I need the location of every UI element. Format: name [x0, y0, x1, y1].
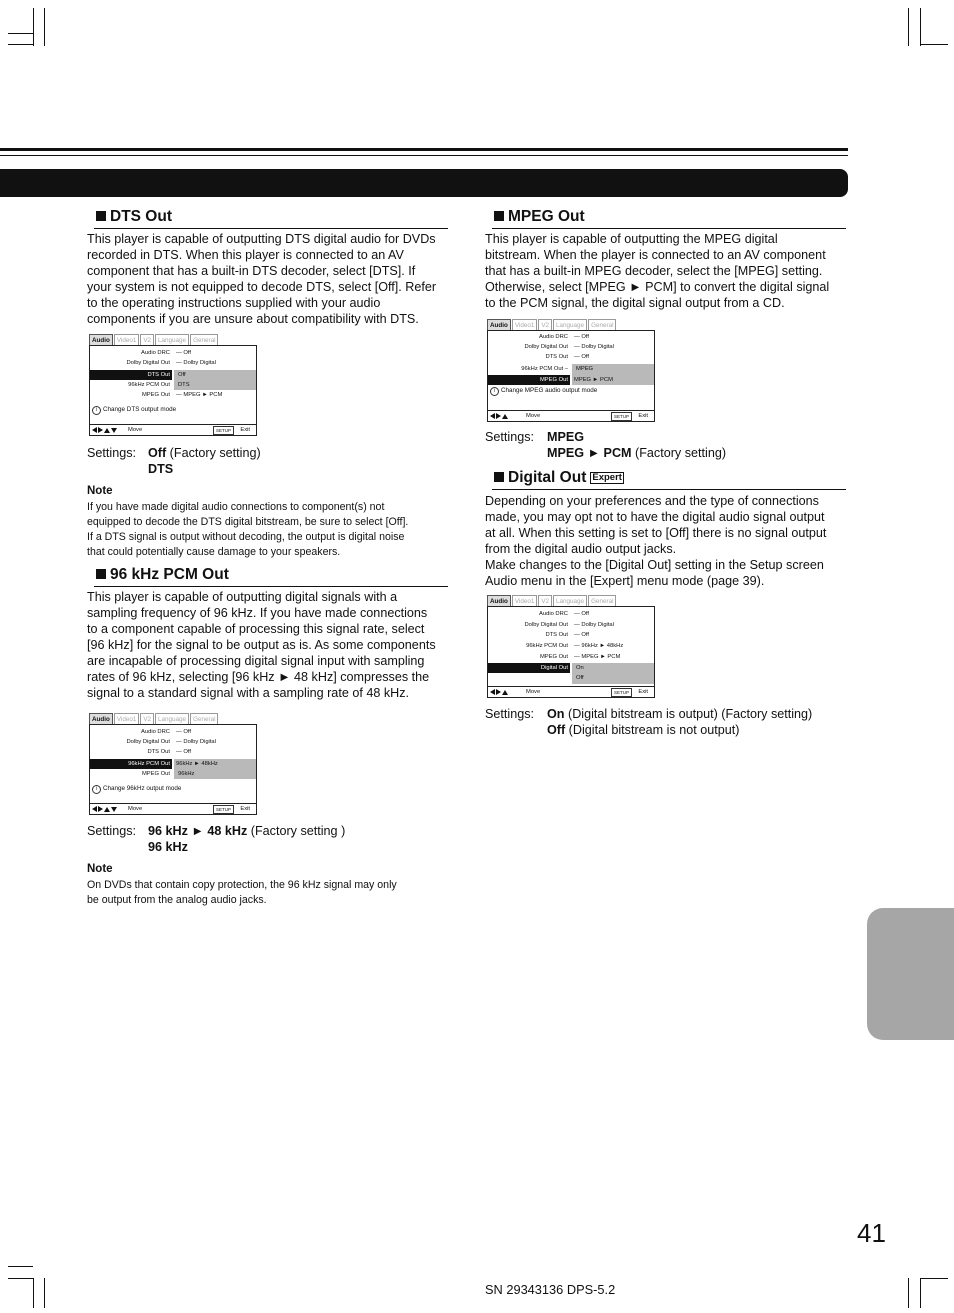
info-icon: i	[92, 406, 101, 415]
crop-mark	[8, 1266, 33, 1267]
osd-tab-general: General	[190, 713, 218, 725]
osd-tab-general: General	[190, 334, 218, 346]
arrow-keys-icon	[490, 689, 509, 699]
osd-tab-video1: Video1	[114, 334, 140, 346]
osd-tab-audio: Audio	[89, 334, 113, 346]
digital-settings: Settings: On (Digital bitstream is output) (Factory setting) Off (Digital bitstream is not output)	[485, 707, 813, 737]
osd-tab-video1: Video1	[512, 319, 538, 331]
header-rule	[0, 148, 848, 151]
osd-row-selected: MPEG Out MPEG ► PCM	[539, 377, 613, 383]
crop-mark	[908, 1278, 909, 1308]
dts-note-heading: Note	[87, 485, 113, 497]
crop-mark	[44, 8, 45, 46]
osd-row-selected: DTS Out Off	[147, 372, 186, 378]
osd-row: Dolby Digital Out — Dolby Digital	[126, 360, 216, 366]
osd-row: Audio DRC — Off	[539, 611, 590, 617]
osd-row: Dolby Digital Out — Dolby Digital	[126, 739, 216, 745]
osd-frame	[89, 345, 257, 436]
dts-note: If you have made digital audio connections to component(s) not equipped to decode the DTS digital bitstream, be sure to select [Off]. If a DTS signal is output without decoding, the output is digital noise that could potentially cause damage to your speakers.	[87, 501, 409, 558]
crop-mark	[33, 8, 34, 46]
setup-key-icon: SETUP	[611, 688, 632, 697]
osd-row: MPEG Out — MPEG ► PCM	[539, 654, 621, 660]
osd-tab-language: Language	[553, 595, 587, 607]
square-bullet-icon	[494, 472, 504, 482]
footer-code: SN 29343136 DPS-5.2	[485, 1282, 616, 1297]
osd-footer: Move SETUP Exit	[488, 410, 654, 421]
khz-note-heading: Note	[87, 863, 113, 875]
expert-badge: Expert	[592, 472, 622, 483]
osd-frame	[487, 330, 655, 422]
osd-hint: i Change MPEG audio output mode	[490, 387, 597, 396]
dts-heading: DTS Out	[94, 208, 448, 229]
osd-row: DTS Out — Off	[545, 632, 590, 638]
mpeg-settings: Settings: MPEG MPEG ► PCM (Factory setting)	[485, 430, 727, 460]
crop-mark	[33, 1278, 34, 1308]
osd-row: 96kHz PCM Out DTS	[128, 382, 190, 388]
khz-heading: 96 kHz PCM Out	[94, 566, 448, 587]
crop-mark	[908, 8, 909, 46]
square-bullet-icon	[96, 211, 106, 221]
osd-row: Dolby Digital Out — Dolby Digital	[524, 344, 614, 350]
side-tab	[867, 908, 954, 1040]
osd-row-selected: 96kHz PCM Out 96kHz ► 48kHz	[128, 761, 218, 767]
info-icon: i	[490, 387, 499, 396]
osd-tab-general: General	[588, 319, 616, 331]
osd-hint: i Change DTS output mode	[92, 406, 176, 415]
osd-row: Off	[576, 675, 584, 681]
osd-tab-language: Language	[553, 319, 587, 331]
arrow-keys-icon	[92, 806, 118, 816]
arrow-keys-icon	[490, 413, 509, 423]
crop-mark	[920, 8, 921, 46]
osd-tab-audio: Audio	[487, 595, 511, 607]
dts-settings: Settings: Off (Factory setting) DTS	[87, 446, 261, 476]
osd-row: MPEG Out 96kHz	[141, 771, 195, 777]
crop-mark	[8, 1278, 33, 1279]
crop-mark	[8, 44, 33, 45]
digital-heading: Digital Out Expert	[492, 469, 846, 490]
osd-row: Audio DRC — Off	[141, 729, 192, 735]
osd-frame	[89, 724, 257, 815]
osd-row: Audio DRC — Off	[141, 350, 192, 356]
osd-row-selected: Digital Out On	[540, 665, 584, 671]
osd-row: 96kHz PCM Out – MPEG	[521, 366, 594, 372]
osd-tab-video1: Video1	[512, 595, 538, 607]
crop-mark	[920, 1278, 948, 1279]
setup-key-icon: SETUP	[213, 805, 234, 814]
osd-tab-language: Language	[155, 334, 189, 346]
khz-note: On DVDs that contain copy protection, the 96 kHz signal may only be output from the analog audio jacks.	[87, 879, 397, 906]
osd-tab-general: General	[588, 595, 616, 607]
khz-settings: Settings: 96 kHz ► 48 kHz (Factory setting ) 96 kHz	[87, 824, 346, 854]
osd-tab-video1: Video1	[114, 713, 140, 725]
crop-mark	[8, 33, 33, 34]
osd-row: DTS Out — Off	[147, 749, 192, 755]
setup-key-icon: SETUP	[611, 412, 632, 421]
osd-frame	[487, 606, 655, 698]
osd-row: Dolby Digital Out — Dolby Digital	[524, 622, 614, 628]
square-bullet-icon	[494, 211, 504, 221]
osd-tab-v2: V2	[538, 595, 552, 607]
header-rule	[0, 155, 848, 156]
dts-body: This player is capable of outputting DTS digital audio for DVDs recorded in DTS. When this player is connected to an AV component that has a built-in DTS decoder, select [DTS]. If your system is not equipped to decode DTS, select [Off]. Refer to the operating instructions supplied with your audio components if you are unsure about compatibility with DTS.	[87, 232, 437, 326]
osd-row: DTS Out — Off	[545, 354, 590, 360]
crop-mark	[920, 44, 948, 45]
osd-tab-v2: V2	[538, 319, 552, 331]
osd-tab-audio: Audio	[487, 319, 511, 331]
crop-mark	[44, 1278, 45, 1308]
osd-hint: i Change 96kHz output mode	[92, 785, 181, 794]
page-number: 41	[857, 1218, 886, 1248]
khz-body: This player is capable of outputting digital signals with a sampling frequency of 96 kHz. If you have made connections to a component capable of processing this signal rate, select [96 kHz] for the signal to be output as is. As some components are incapable of processing digital signal input with sampling rates of 96 kHz, selecting [96 kHz ► 48 kHz] compresses the signal to a standard signal with a sampling rate of 48 kHz.	[87, 590, 436, 700]
square-bullet-icon	[96, 569, 106, 579]
info-icon: i	[92, 785, 101, 794]
digital-body: Depending on your preferences and the type of connections made, you may opt not to have the digital audio signal output at all. When this setting is set to [Off] there is no signal output from the digital audio output jacks. Make changes to the [Digital Out] setting in the Setup screen Audio menu in the [Expert] menu mode (page 39).	[485, 494, 827, 588]
osd-footer: Move SETUP Exit	[488, 686, 654, 697]
osd-tab-v2: V2	[140, 713, 154, 725]
setup-key-icon: SETUP	[213, 426, 234, 435]
osd-footer: Move SETUP Exit	[90, 424, 256, 435]
osd-tab-v2: V2	[140, 334, 154, 346]
mpeg-body: This player is capable of outputting the MPEG digital bitstream. When the player is connected to an AV component that has a built-in MPEG decoder, select the [MPEG] setting. Otherwise, select [MPEG ► PCM] to convert the digital signal to the PCM signal, the digital signal output from a CD.	[485, 232, 830, 310]
crop-mark	[920, 1278, 921, 1308]
osd-tab-audio: Audio	[89, 713, 113, 725]
header-bar	[0, 169, 848, 197]
osd-tab-language: Language	[155, 713, 189, 725]
mpeg-heading: MPEG Out	[492, 208, 846, 229]
osd-row: 96kHz PCM Out — 96kHz ► 48kHz	[526, 643, 624, 649]
osd-footer: Move SETUP Exit	[90, 803, 256, 814]
osd-row: MPEG Out — MPEG ► PCM	[141, 392, 223, 398]
arrow-keys-icon	[92, 427, 118, 437]
osd-row: Audio DRC — Off	[539, 334, 590, 340]
